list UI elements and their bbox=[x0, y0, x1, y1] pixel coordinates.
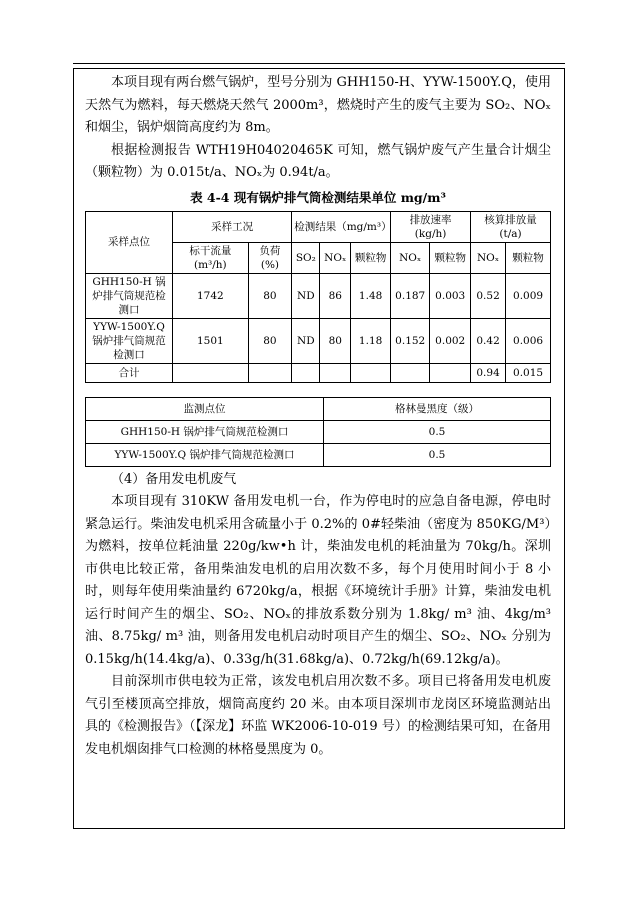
cell-empty bbox=[248, 363, 292, 382]
header-ringelmann: 格林曼黑度（级） bbox=[324, 397, 551, 420]
cell-point: GHH150-H 锅炉排气筒规范检测口 bbox=[86, 273, 173, 318]
cell-amt-nox: 0.52 bbox=[471, 273, 506, 318]
paragraph-generator-monitoring: 目前深圳市供电较为正常，该发电机启用次数不多。项目已将备用发电机废气引至楼顶高空排放，烟筒高度约 20 米。由本项目深圳市龙岗区环境监测站出具的《检测报告》（【深龙】环监 WK2006-10-019 号）的检测结果可知，在备用发电机烟囱排气口检测的林格曼黑度为 0。 bbox=[85, 674, 551, 757]
section-heading: （4）备用发电机废气 bbox=[111, 471, 237, 487]
cell-total-nox: 0.94 bbox=[471, 363, 506, 382]
cell-empty bbox=[391, 363, 430, 382]
header-condition: 采样工况 bbox=[173, 211, 292, 242]
paragraph-boiler-intro: 本项目现有两台燃气锅炉，型号分别为 GHH150-H、YYW-1500Y.Q，使用天然气为燃料，每天燃烧天然气 2000m³，燃烧时产生的废气主要为 SO₂、NOₓ和烟尘，锅炉烟筒高度约为 8m。 bbox=[85, 75, 551, 135]
header-flow: 标干流量 (m³/h) bbox=[173, 242, 249, 273]
header-rate-nox: NOₓ bbox=[391, 242, 430, 273]
cell-empty bbox=[430, 363, 471, 382]
header-rule bbox=[73, 63, 565, 64]
header-amount: 核算排放量 (t/a) bbox=[471, 211, 551, 242]
cell-monitor-point: GHH150-H 锅炉排气筒规范检测口 bbox=[86, 420, 324, 443]
cell-monitor-point: YYW-1500Y.Q 锅炉排气筒规范检测口 bbox=[86, 443, 324, 466]
table-caption: 表 4-4 现有锅炉排气筒检测结果单位 mg/m³ bbox=[190, 189, 446, 205]
cell-nox: 86 bbox=[320, 273, 351, 318]
cell-so2: ND bbox=[292, 318, 320, 363]
header-so2: SO₂ bbox=[292, 242, 320, 273]
cell-rate-pm: 0.002 bbox=[430, 318, 471, 363]
cell-flow: 1742 bbox=[173, 273, 249, 318]
cell-total-pm: 0.015 bbox=[506, 363, 551, 382]
cell-ringelmann: 0.5 bbox=[324, 443, 551, 466]
cell-nox: 80 bbox=[320, 318, 351, 363]
cell-rate-nox: 0.152 bbox=[391, 318, 430, 363]
table-row bbox=[86, 318, 551, 363]
header-result: 检测结果（mg/m³） bbox=[292, 211, 391, 242]
ringelmann-table bbox=[85, 397, 551, 467]
cell-total-label: 合计 bbox=[86, 363, 173, 382]
cell-point: YYW-1500Y.Q 锅炉排气筒规范检测口 bbox=[86, 318, 173, 363]
cell-pm: 1.18 bbox=[351, 318, 391, 363]
cell-so2: ND bbox=[292, 273, 320, 318]
header-nox: NOₓ bbox=[320, 242, 351, 273]
cell-rate-nox: 0.187 bbox=[391, 273, 430, 318]
table-row bbox=[86, 420, 551, 443]
header-pm: 颗粒物 bbox=[351, 242, 391, 273]
table-total-row bbox=[86, 363, 551, 382]
cell-empty bbox=[173, 363, 249, 382]
header-point: 采样点位 bbox=[86, 211, 173, 273]
cell-empty bbox=[320, 363, 351, 382]
cell-flow: 1501 bbox=[173, 318, 249, 363]
boiler-emission-table bbox=[85, 211, 551, 383]
header-monitor-point: 监测点位 bbox=[86, 397, 324, 420]
cell-rate-pm: 0.003 bbox=[430, 273, 471, 318]
cell-amt-pm: 0.006 bbox=[506, 318, 551, 363]
header-rate: 排放速率 (kg/h) bbox=[391, 211, 471, 242]
cell-empty bbox=[351, 363, 391, 382]
cell-empty bbox=[292, 363, 320, 382]
header-rate-pm: 颗粒物 bbox=[430, 242, 471, 273]
cell-amt-nox: 0.42 bbox=[471, 318, 506, 363]
table-row bbox=[86, 273, 551, 318]
document-body bbox=[85, 72, 551, 761]
cell-load: 80 bbox=[248, 273, 292, 318]
table-row bbox=[86, 443, 551, 466]
cell-load: 80 bbox=[248, 318, 292, 363]
header-load: 负荷 (%) bbox=[248, 242, 292, 273]
paragraph-generator: 本项目现有 310KW 备用发电机一台，作为停电时的应急自备电源，停电时紧急运行。柴油发电机采用含硫量小于 0.2%的 0#轻柴油（密度为 850KG/M³）为燃料，按单位耗油量 220g/kw•h 计，柴油发电机的耗油量为 70kg/h。深圳市供电比较正常，备用柴油发电机的启用次数不多，每个月使用时间小于 8 小时，则每年使用柴油量约 6720kg/a，根据《环境统计手册》计算，柴油发电机运行时间产生的烟尘、SO₂、NOₓ的排放系数分别为 1.8kg/ m³ 油、4kg/m³油、8.75kg/ m³ 油，则备用发电机启动时项目产生的烟尘、SO₂、NOₓ 分别为 0.15kg/h(14.4kg/a)、0.33g/h(31.68kg/a)、0.72kg/h(69.12kg/a)。 bbox=[85, 494, 551, 667]
header-amt-nox: NOₓ bbox=[471, 242, 506, 273]
paragraph-boiler-report: 根据检测报告 WTH19H04020465K 可知，燃气锅炉废气产生量合计烟尘（颗粒物）为 0.015t/a、NOₓ为 0.94t/a。 bbox=[85, 142, 551, 180]
cell-ringelmann: 0.5 bbox=[324, 420, 551, 443]
cell-pm: 1.48 bbox=[351, 273, 391, 318]
header-amt-pm: 颗粒物 bbox=[506, 242, 551, 273]
cell-amt-pm: 0.009 bbox=[506, 273, 551, 318]
